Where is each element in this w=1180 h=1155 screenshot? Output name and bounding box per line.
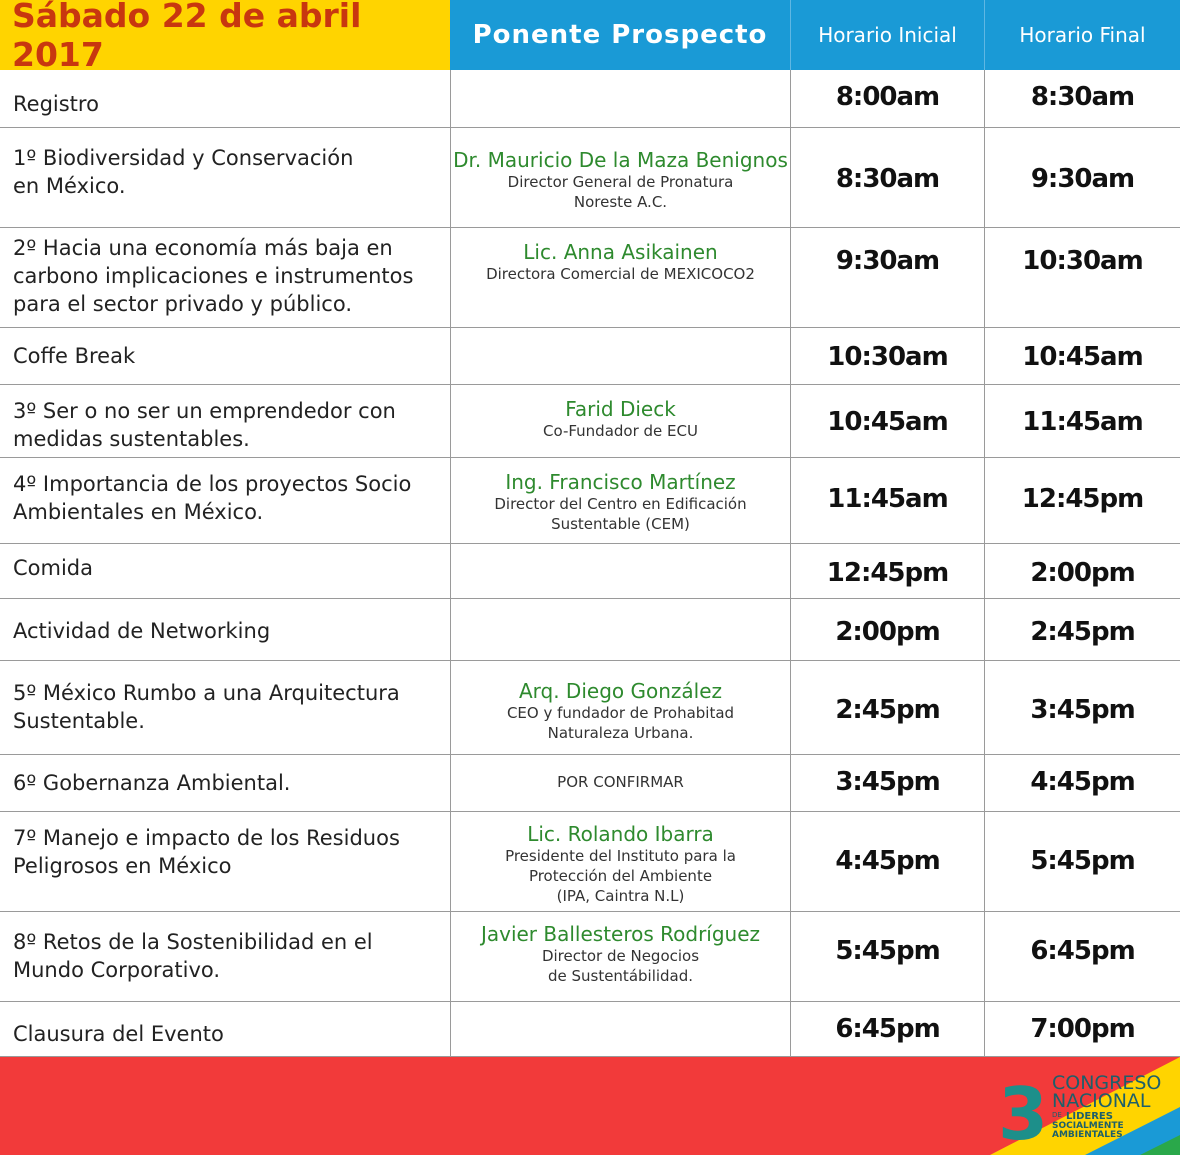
logo-line1: CONGRESO	[1052, 1072, 1162, 1094]
start-time: 8:00am	[835, 82, 940, 112]
start-time-cell	[790, 912, 984, 1001]
start-time: 2:45pm	[835, 695, 940, 725]
end-time-cell	[984, 328, 1180, 384]
start-time-cell	[790, 328, 984, 384]
start-time: 3:45pm	[835, 767, 940, 797]
end-time-cell	[984, 1002, 1180, 1056]
session-topic: 6º Gobernanza Ambiental.	[13, 771, 291, 795]
session-topic: 3º Ser o no ser un emprendedor con medidas sustentables.	[13, 399, 396, 451]
speaker-cell	[450, 458, 790, 543]
congress-logo	[990, 1057, 1180, 1155]
session-topic: 8º Retos de la Sostenibilidad en el Mundo Corporativo.	[13, 930, 373, 982]
speaker-role: CEO y fundador de Prohabitad Naturaleza Urbana.	[506, 704, 735, 742]
start-time: 4:45pm	[835, 846, 940, 876]
table-row	[0, 661, 1180, 755]
start-time-cell	[790, 544, 984, 598]
start-time-cell	[790, 458, 984, 543]
logo-line4: LIDERES	[1066, 1111, 1113, 1122]
end-time: 9:30am	[1030, 164, 1135, 194]
session-topic: Actividad de Networking	[13, 619, 271, 643]
end-time: 5:45pm	[1030, 846, 1135, 876]
end-time: 2:00pm	[1030, 558, 1135, 588]
speaker-role: Director General de Pronatura Noreste A.C.	[507, 173, 734, 211]
speaker-role: Co-Fundador de ECU	[543, 422, 698, 440]
speaker-name: Javier Ballesteros Rodríguez	[480, 922, 761, 946]
speaker-cell	[450, 128, 790, 227]
table-row	[0, 128, 1180, 228]
end-time-cell	[984, 544, 1180, 598]
speaker-cell	[450, 228, 790, 327]
table-row	[0, 385, 1180, 458]
session-topic: 4º Importancia de los proyectos Socio Ambientales en México.	[13, 472, 412, 524]
start-time-cell	[790, 385, 984, 457]
table-row	[0, 228, 1180, 328]
speaker-role: Presidente del Instituto para la Protección del Ambiente (IPA, Caintra N.L)	[505, 847, 736, 905]
start-time: 6:45pm	[835, 1014, 940, 1044]
end-time-column-header: Horario Final	[984, 0, 1180, 70]
table-row	[0, 544, 1180, 599]
speaker-name: Lic. Rolando Ibarra	[527, 822, 714, 846]
speaker-cell	[450, 661, 790, 754]
session-topic: 1º Biodiversidad y Conservación en México.	[13, 146, 354, 198]
table-row	[0, 70, 1180, 128]
logo-line5: SOCIALMENTE	[1052, 1121, 1124, 1131]
start-time-cell	[790, 812, 984, 911]
start-time: 8:30am	[835, 164, 940, 194]
end-time: 10:30am	[1022, 246, 1143, 276]
speaker-name: Lic. Anna Asikainen	[523, 240, 718, 264]
end-time-cell	[984, 228, 1180, 327]
table-header	[0, 0, 1180, 74]
start-time-cell	[790, 755, 984, 811]
end-time: 4:45pm	[1030, 767, 1135, 797]
table-row	[0, 755, 1180, 812]
end-time: 6:45pm	[1030, 936, 1135, 966]
start-time-cell	[790, 1002, 984, 1056]
session-topic: Registro	[13, 92, 99, 116]
logo-line3: DE	[1052, 1111, 1062, 1119]
session-topic: 7º Manejo e impacto de los Residuos Peligrosos en México	[13, 826, 400, 878]
speaker-cell	[450, 544, 790, 598]
speaker-cell	[450, 385, 790, 457]
table-row	[0, 458, 1180, 544]
end-time-cell	[984, 661, 1180, 754]
speaker-cell	[450, 70, 790, 127]
logo-line2: NACIONAL	[1052, 1090, 1151, 1112]
start-time: 11:45am	[827, 484, 948, 514]
end-time: 10:45am	[1022, 342, 1143, 372]
speaker-pending-note: POR CONFIRMAR	[557, 773, 684, 791]
end-time: 3:45pm	[1030, 695, 1135, 725]
speaker-name: Dr. Mauricio De la Maza Benignos	[453, 148, 788, 172]
speaker-name: Arq. Diego González	[518, 679, 723, 703]
table-row	[0, 912, 1180, 1002]
speaker-cell	[450, 755, 790, 811]
session-topic: Comida	[13, 556, 94, 580]
logo-number: 3	[998, 1072, 1049, 1155]
speaker-column-header: Ponente Prospecto	[450, 0, 790, 70]
start-time: 12:45pm	[826, 558, 949, 588]
end-time-cell	[984, 599, 1180, 660]
end-time-cell	[984, 458, 1180, 543]
end-time: 7:00pm	[1030, 1014, 1135, 1044]
end-time-cell	[984, 385, 1180, 457]
speaker-role: Director de Negocios de Sustentábilidad.	[541, 947, 700, 985]
start-time: 10:45am	[827, 407, 948, 437]
session-topic: 5º México Rumbo a una Arquitectura Sustentable.	[13, 681, 400, 733]
end-time: 12:45pm	[1021, 484, 1144, 514]
speaker-cell	[450, 328, 790, 384]
session-topic: 2º Hacia una economía más baja en carbono implicaciones e instrumentos para el sector privado y público.	[13, 236, 414, 316]
start-time: 10:30am	[827, 342, 948, 372]
start-time-cell	[790, 70, 984, 127]
start-time: 2:00pm	[835, 617, 940, 647]
start-time-column-header: Horario Inicial	[790, 0, 984, 70]
start-time-cell	[790, 228, 984, 327]
end-time-cell	[984, 912, 1180, 1001]
table-row	[0, 1002, 1180, 1057]
speaker-cell	[450, 1002, 790, 1056]
speaker-name: Ing. Francisco Martínez	[505, 470, 736, 494]
end-time: 8:30am	[1030, 82, 1135, 112]
speaker-name: Farid Dieck	[565, 397, 676, 421]
end-time-cell	[984, 128, 1180, 227]
table-row	[0, 328, 1180, 385]
table-row	[0, 812, 1180, 912]
session-topic: Clausura del Evento	[13, 1022, 224, 1046]
end-time-cell	[984, 755, 1180, 811]
end-time: 2:45pm	[1030, 617, 1135, 647]
speaker-cell	[450, 599, 790, 660]
start-time-cell	[790, 599, 984, 660]
speaker-cell	[450, 812, 790, 911]
end-time-cell	[984, 70, 1180, 127]
speaker-cell	[450, 912, 790, 1001]
event-date: Sábado 22 de abril 2017	[0, 0, 450, 70]
table-row	[0, 599, 1180, 661]
logo-line6: AMBIENTALES	[1052, 1130, 1123, 1140]
end-time: 11:45am	[1022, 407, 1143, 437]
end-time-cell	[984, 812, 1180, 911]
start-time-cell	[790, 661, 984, 754]
speaker-role: Directora Comercial de MEXICOCO2	[486, 265, 755, 283]
start-time: 9:30am	[835, 246, 940, 276]
start-time-cell	[790, 128, 984, 227]
footer-banner	[0, 1057, 1180, 1155]
start-time: 5:45pm	[835, 936, 940, 966]
session-topic: Coffe Break	[13, 344, 136, 368]
speaker-role: Director del Centro en Edificación Sustentable (CEM)	[494, 495, 747, 533]
